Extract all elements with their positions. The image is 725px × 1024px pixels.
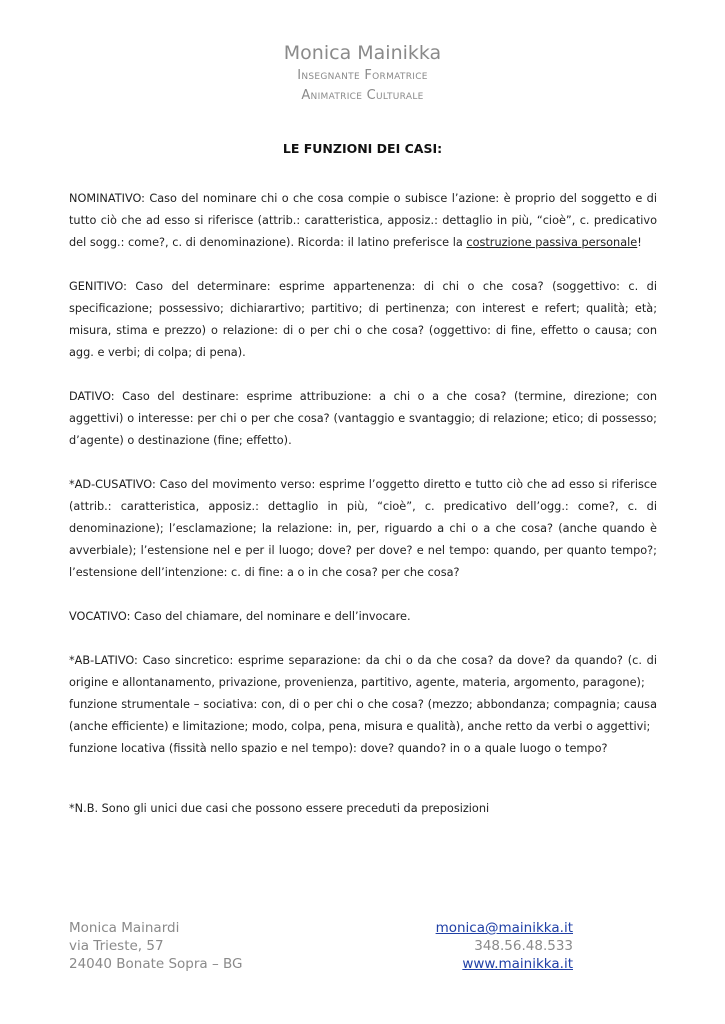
footer-contacts	[436, 919, 573, 973]
letterhead	[0, 40, 725, 106]
footer-street: via Trieste, 57	[69, 938, 164, 954]
footer-city: 24040 Bonate Sopra – BG	[69, 956, 243, 972]
author-name: Monica Mainikka	[283, 42, 442, 64]
document-title: LE FUNZIONI DEI CASI:	[282, 141, 443, 156]
email-link[interactable]: monica@mainikka.it	[435, 920, 573, 936]
footnote: *N.B. Sono gli unici due casi che possono essere preceduti da preposizioni	[69, 802, 490, 815]
author-role-2: Animatrice Culturale	[301, 88, 424, 103]
paragraph-dativo: DATIVO: Caso del destinare: esprime attribuzione: a chi o a che cosa? (termine, direzione; con aggettivi) o interesse: per chi o per che cosa? (vantaggio e svantaggio; di relazione; etico; di possesso; d’agente) o destinazione (fine; effetto).	[69, 390, 657, 447]
footer-address	[69, 919, 243, 973]
paragraph-vocativo: VOCATIVO: Caso del chiamare, del nominare e dell’invocare.	[69, 610, 411, 623]
ablativo-line-1: *AB-LATIVO: Caso sincretico: esprime separazione: da chi o da che cosa? da dove? da quando? (c. di origine e allontanamento, privazione, provenienza, partitivo, agente, materia, argomento, paragone);	[69, 654, 657, 689]
paragraph-genitivo: GENITIVO: Caso del determinare: esprime appartenenza: di chi o che cosa? (soggettivo: c. di specificazione; possessivo; dichiarartivo; partitivo; di pertinenza; con interest e refert; qualità; età; misura, stima e prezzo) o relazione: di o per chi o che cosa? (oggettivo: di fine, effetto o causa; con agg. e verbi; di colpa; di pena).	[69, 280, 657, 359]
nominativo-text: NOMINATIVO: Caso del nominare chi o che cosa compie o subisce l’azione: è proprio del soggetto e di tutto ciò che ad esso si riferisce (attrib.: caratteristica, apposiz.: dettaglio in più, “cioè”, c. predicativo del sogg.: come?, c. di denominazione). Ricorda: il latino preferisce la	[69, 192, 657, 249]
ablativo-line-2: funzione strumentale – sociativa: con, di o per chi o che cosa? (mezzo; abbondanza; compagnia; causa (anche efficiente) e limitazione; modo, colpa, pena, misura e qualità), anche retto da verbi o aggettivi;	[69, 698, 657, 733]
document-body	[69, 188, 657, 782]
paragraph-accusativo: *AD-CUSATIVO: Caso del movimento verso: esprime l’oggetto diretto e tutto ciò che ad esso si riferisce (attrib.: caratteristica, apposiz.: dettaglio in più, “cioè”, c. predicativo dell’ogg.: come?, c. di denominazione); l’esclamazione; la relazione: in, per, riguardo a chi o a che cosa? (anche quando è avverbiale); l’estensione nel e per il luogo; dove? per dove? e nel tempo: quando, per quanto tempo?; l’estensione dell’intenzione: c. di fine: a o in che cosa? per che cosa?	[69, 478, 657, 579]
author-role-1: Insegnante Formatrice	[297, 68, 428, 83]
nominativo-end: !	[637, 236, 642, 249]
footer-name: Monica Mainardi	[69, 920, 180, 936]
paragraph-nominativo	[69, 188, 657, 254]
ablativo-line-3: funzione locativa (fissità nello spazio e nel tempo): dove? quando? in o a quale luogo o tempo?	[69, 742, 608, 755]
phone-number: 348.56.48.533	[474, 938, 573, 954]
nominativo-underlined: costruzione passiva personale	[466, 236, 638, 249]
website-link[interactable]: www.mainikka.it	[462, 956, 573, 972]
paragraph-ablativo	[69, 650, 657, 760]
